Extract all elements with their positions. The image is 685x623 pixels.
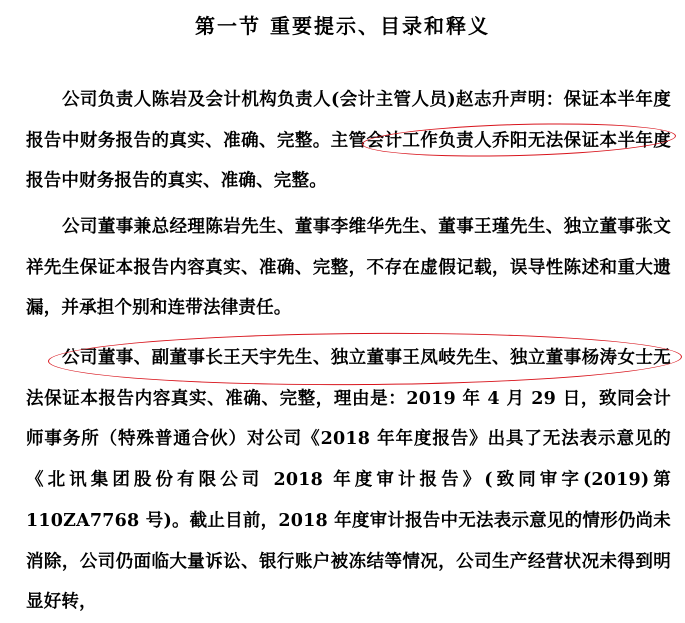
section-title: 第一节 重要提示、目录和释义 <box>195 14 490 38</box>
paragraph-directors-unable-to-guarantee: 公司董事、副董事长王天宇先生、独立董事王凤岐先生、独立董事杨涛女士无法保证本报告内容真实、准确、完整，理由是：2019 年 4 月 29 日，致同会计师事务所（特殊普通合伙）对公司《2018 年年度报告》出具了无法表示意见的《北讯集团股份有限公司 2018 年度审计报告》(致同审字(2019)第 110ZA7768 号)。截止目前，2018 年度审计报告中无法表示意见的情形仍尚未消除，公司仍面临大量诉讼、银行账户被冻结等情况，公司生产经营状况未得到明显好转， <box>26 348 671 613</box>
paragraph-responsibility-statement: 公司负责人陈岩及会计机构负责人(会计主管人员)赵志升声明：保证本半年度报告中财务报告的真实、准确、完整。主管会计工作负责人乔阳无法保证本半年度报告中财务报告的真实、准确、完整。 <box>26 90 671 192</box>
paragraph-director-guarantee: 公司董事兼总经理陈岩先生、董事李维华先生、董事王瑾先生、独立董事张文祥先生保证本报告内容真实、准确、完整，不存在虚假记载，误导性陈述和重大遗漏，并承担个别和连带法律责任。 <box>26 217 671 319</box>
